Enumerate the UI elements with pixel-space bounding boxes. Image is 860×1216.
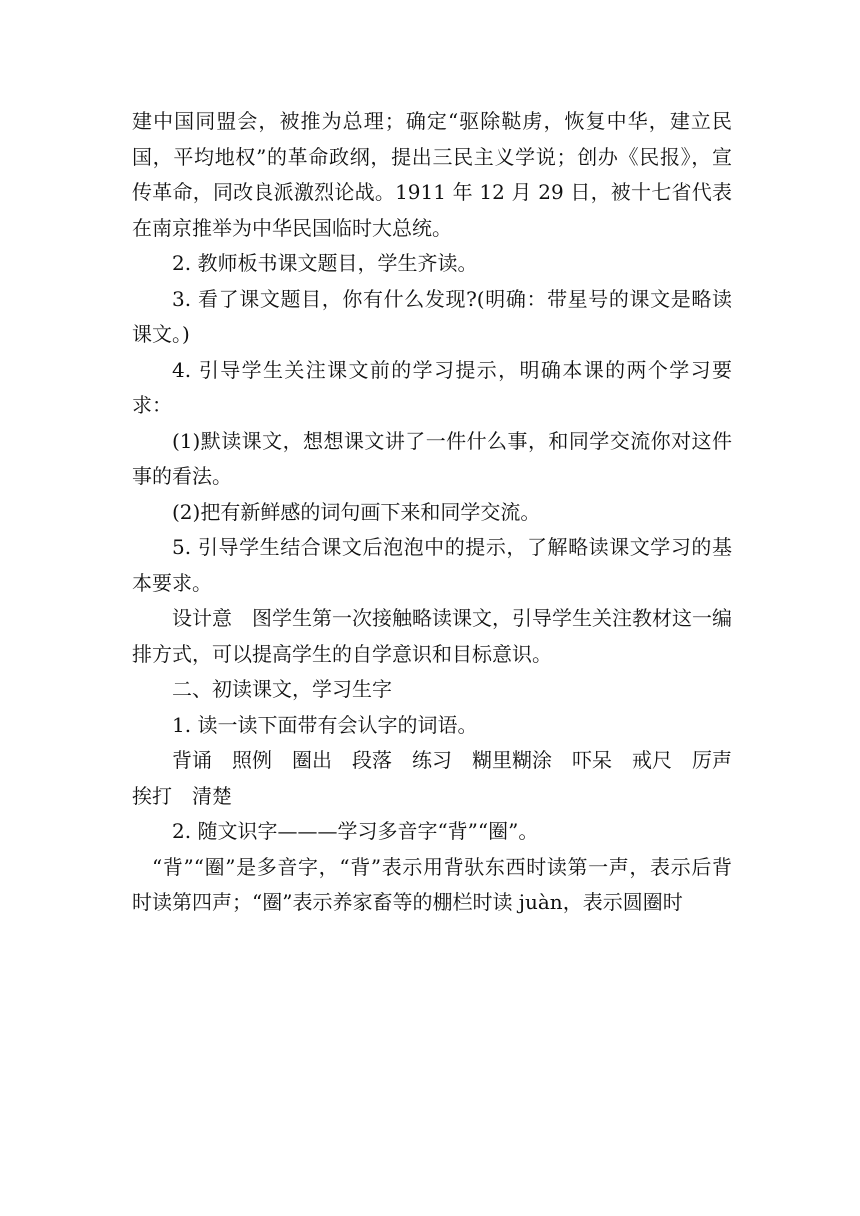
section-heading-first-reading: 二、初读课文，学习生字 (172, 677, 392, 701)
paragraph-step-3: 3. 看了课文题目，你有什么发现?(明确：带星号的课文是略读课文。) (132, 286, 732, 346)
paragraph-vocab-step-2: 2. 随文识字———学习多音字“背”“圈”。 (172, 819, 539, 843)
paragraph-step-2: 2. 教师板书课文题目，学生齐读。 (172, 251, 478, 275)
paragraph-design-intent: 设计意 图学生第一次接触略读课文，引导学生关注教材这一编排方式，可以提高学生的自学意识和目标意识。 (132, 606, 732, 666)
vocabulary-list: 背诵 照例 圈出 段落 练习 糊里糊涂 吓呆 戒尺 厉声 挨打 清楚 (132, 748, 752, 808)
paragraph-step-4: 4. 引导学生关注课文前的学习提示，明确本课的两个学习要求： (132, 357, 732, 417)
paragraph-requirement-2: (2)把有新鲜感的词句画下来和同学交流。 (172, 499, 541, 524)
document-page (132, 104, 752, 921)
paragraph-biography: 建中国同盟会，被推为总理；确定“驱除鞑虏，恢复中华，建立民国，平均地权”的革命政纲，提出三民主义学说；创办《民报》，宣传革命，同改良派激烈论战。1911 年 12 月 29 日，被十七省代表在南京推举为中华民国临时大总统。 (132, 109, 732, 240)
paragraph-vocab-step-1: 1. 读一读下面带有会认字的词语。 (172, 712, 478, 737)
paragraph-requirement-1: (1)默读课文，想想课文讲了一件什么事，和同学交流你对这件事的看法。 (132, 428, 732, 488)
paragraph-polyphonic-explanation: “背”“圈”是多音字，“背”表示用背驮东西时读第一声，表示后背时读第四声；“圈”表示养家畜等的棚栏时读 juàn，表示圆圈时 (132, 854, 732, 914)
paragraph-step-5: 5. 引导学生结合课文后泡泡中的提示，了解略读课文学习的基本要求。 (132, 535, 732, 595)
